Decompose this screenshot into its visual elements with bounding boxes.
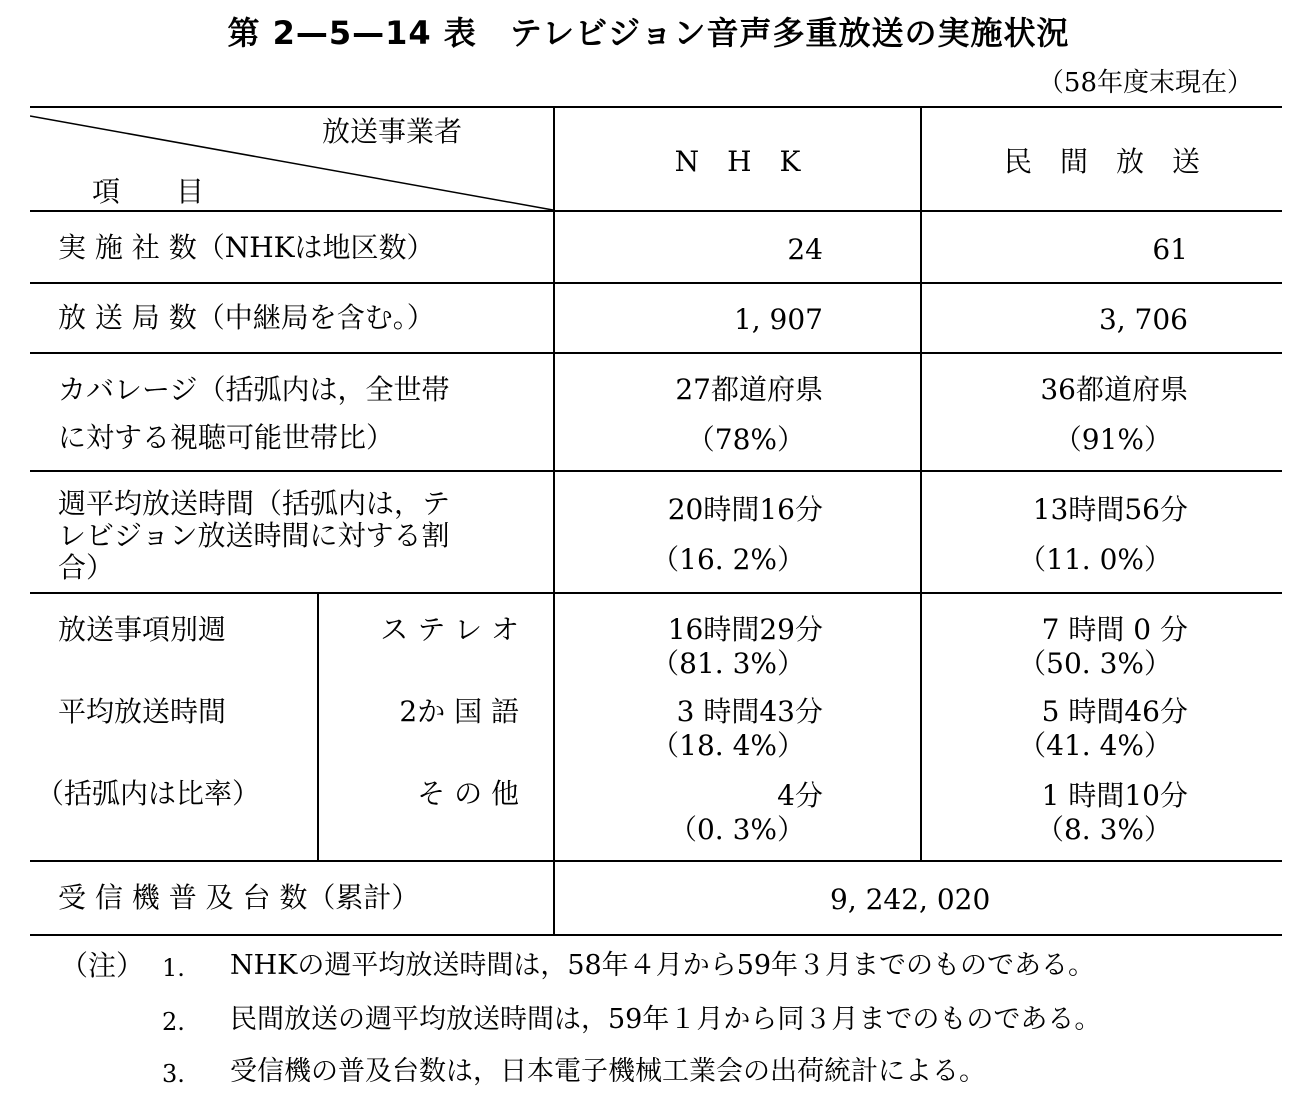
row-divider bbox=[30, 860, 1282, 862]
private-stations: 3, 706 bbox=[1098, 303, 1188, 336]
notes-prefix: （注） bbox=[60, 949, 145, 982]
nhk-other-time: 4分 bbox=[777, 779, 823, 812]
private-stereo-ratio: （50. 3%） bbox=[1018, 647, 1172, 680]
row-divider bbox=[30, 592, 1282, 594]
private-companies: 61 bbox=[1152, 233, 1188, 266]
nhk-other-ratio: （0. 3%） bbox=[668, 813, 805, 846]
row-label-weekly: 合） bbox=[58, 551, 115, 584]
private-coverage: 36都道府県 bbox=[1040, 373, 1188, 406]
row-label-receivers: 受 信 機 普 及 台 数（累計） bbox=[58, 881, 420, 914]
header-private: 民 間 放 送 bbox=[1003, 145, 1200, 178]
page-title: 第 2—5—14 表 テレビジョン音声多重放送の実施状況 bbox=[227, 14, 1070, 52]
nhk-weekly-ratio: （16. 2%） bbox=[651, 543, 805, 576]
row-label-weekly: 週平均放送時間（括弧内は，テ bbox=[58, 487, 451, 520]
private-weekly-ratio: （11. 0%） bbox=[1018, 543, 1172, 576]
private-other-ratio: （8. 3%） bbox=[1035, 813, 1172, 846]
nhk-stereo-ratio: （81. 3%） bbox=[651, 647, 805, 680]
note-text: NHKの週平均放送時間は，58年４月から59年３月までのものである。 bbox=[230, 950, 1096, 981]
nhk-stereo-time: 16時間29分 bbox=[667, 613, 823, 646]
sub-label-other: そ の 他 bbox=[417, 777, 519, 810]
private-weekly: 13時間56分 bbox=[1032, 493, 1188, 526]
private-coverage-ratio: （91%） bbox=[1053, 423, 1172, 456]
row-label-by-item: （括弧内は比率） bbox=[36, 777, 261, 810]
note-text: 受信機の普及台数は，日本電子機械工業会の出荷統計による。 bbox=[230, 1056, 986, 1087]
row-divider bbox=[30, 470, 1282, 472]
note-text: 民間放送の週平均放送時間は，59年１月から同３月までのものである。 bbox=[230, 1004, 1102, 1035]
row-label-by-item: 平均放送時間 bbox=[58, 695, 227, 728]
private-bilingual-ratio: （41. 4%） bbox=[1018, 729, 1172, 762]
row-label-coverage: カバレージ（括弧内は，全世帯 bbox=[58, 373, 450, 406]
nhk-bilingual-time: 3 時間43分 bbox=[676, 695, 823, 728]
header-corner-broadcaster: 放送事業者 bbox=[322, 115, 463, 148]
note-number: 2. bbox=[162, 1008, 185, 1036]
row-label-companies: 実 施 社 数（NHKは地区数） bbox=[58, 231, 435, 264]
private-stereo-time: 7 時間 0 分 bbox=[1041, 613, 1188, 646]
table-bottom-rule bbox=[30, 934, 1282, 936]
note-number: 1. bbox=[162, 954, 185, 982]
row-label-by-item: 放送事項別週 bbox=[58, 613, 227, 646]
sub-label-stereo: ス テ レ オ bbox=[380, 613, 519, 646]
as-of-date: （58年度末現在） bbox=[1037, 68, 1253, 98]
nhk-stations: 1, 907 bbox=[733, 303, 823, 336]
row-divider bbox=[30, 282, 1282, 284]
nhk-bilingual-ratio: （18. 4%） bbox=[651, 729, 805, 762]
row-label-weekly: レビジョン放送時間に対する割 bbox=[58, 519, 450, 552]
receivers-value: 9, 242, 020 bbox=[830, 883, 991, 916]
row-divider bbox=[30, 352, 1282, 354]
nhk-coverage: 27都道府県 bbox=[675, 373, 823, 406]
note-number: 3. bbox=[162, 1060, 185, 1088]
private-bilingual-time: 5 時間46分 bbox=[1041, 695, 1188, 728]
header-corner-item: 項 目 bbox=[92, 175, 205, 208]
row-label-stations: 放 送 局 数（中継局を含む。） bbox=[58, 301, 435, 334]
header-nhk: N H K bbox=[674, 145, 801, 178]
private-other-time: 1 時間10分 bbox=[1041, 779, 1188, 812]
nhk-weekly: 20時間16分 bbox=[667, 493, 823, 526]
nhk-coverage-ratio: （78%） bbox=[686, 423, 805, 456]
row-label-coverage: に対する視聴可能世帯比） bbox=[58, 421, 395, 454]
nhk-companies: 24 bbox=[787, 233, 823, 266]
sub-label-bilingual: 2か 国 語 bbox=[399, 695, 519, 728]
